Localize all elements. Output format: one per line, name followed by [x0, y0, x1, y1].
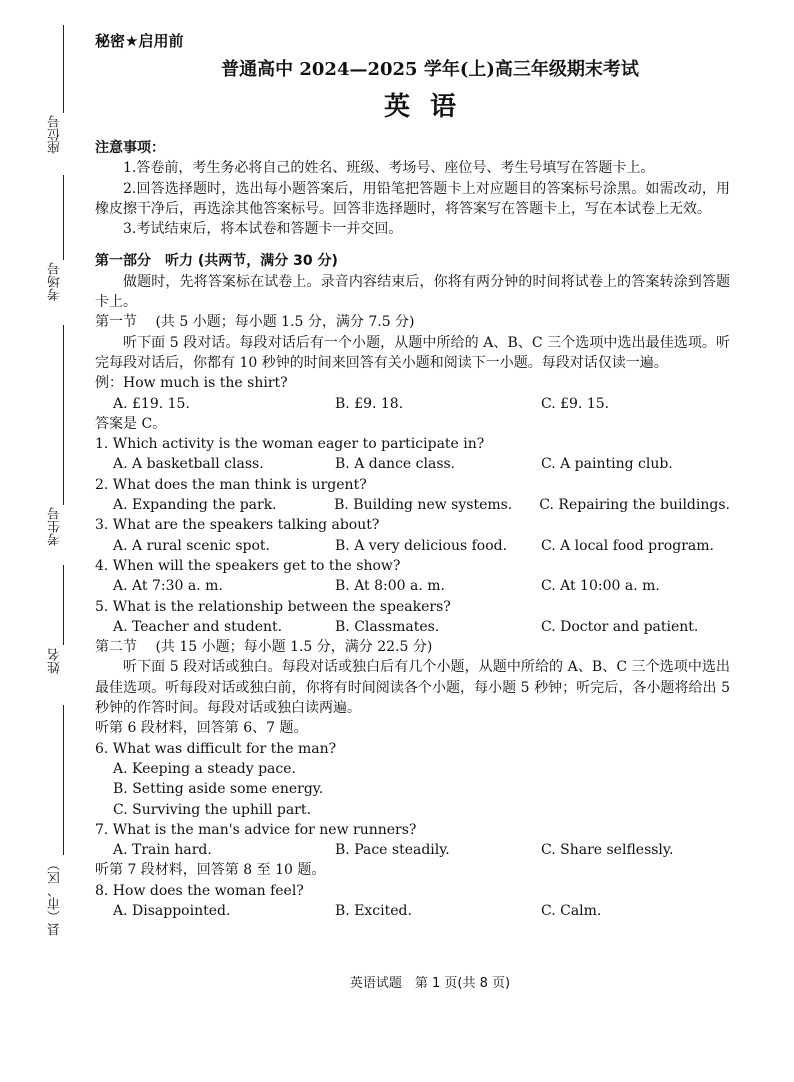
option-a: A. Keeping a steady pace.: [113, 760, 296, 777]
room-label: 考场号: [48, 262, 63, 301]
student-id-line: [63, 325, 64, 505]
question-3: 3. What are the speakers talking about?: [95, 517, 380, 534]
option-c: C. A painting club.: [541, 456, 673, 473]
question-2: 2. What does the man think is urgent?: [95, 476, 367, 493]
notes-item-3: 3.考试结束后，将本试卷和答题卡一并交回。: [123, 221, 403, 238]
option-a: A. Disappointed.: [113, 902, 231, 919]
option-b: B. A very delicious food.: [335, 537, 508, 554]
material-6-instruction: 听第 6 段材料，回答第 6、7 题。: [95, 720, 308, 737]
question-7-options: [95, 840, 730, 860]
notes-heading: 注意事项：: [95, 140, 165, 156]
question-4: 4. When will the speakers get to the show?: [95, 557, 401, 574]
question-7: 7. What is the man's advice for new runners?: [95, 821, 417, 838]
option-b: B. A dance class.: [335, 456, 456, 473]
part1-intro: 做题时，先将答案标在试卷上。录音内容结束后，你将有两分钟的时间将试卷上的答案转涂到答题卡上。: [95, 273, 730, 311]
example-answer: 答案是 C。: [95, 415, 167, 432]
room-line: [63, 175, 64, 260]
county-line: [63, 705, 64, 855]
example-option-c: C. £9. 15.: [541, 395, 610, 412]
option-c: C. Surviving the uphill part.: [113, 801, 311, 818]
option-b: B. Setting aside some energy.: [113, 781, 324, 798]
option-b: B. At 8:00 a. m.: [335, 578, 445, 595]
option-c: C. Repairing the buildings.: [539, 497, 730, 514]
county-label: 县（市、区）: [48, 858, 63, 936]
option-a: A. A rural scenic spot.: [113, 537, 270, 554]
section2-instructions: 听下面 5 段对话或独白。每段对话或独白后有几个小题，从题中所给的 A、B、C 三个选项中选出最佳选项。听每段对话或独白前，你将有时间阅读各个小题，每小题 5 秒钟；听完后，各小题将给出 5 秒钟的作答时间。每段对话或独白读两遍。: [95, 659, 730, 717]
exam-title: 普通高中 2024—2025 学年(上)高三年级期末考试: [221, 59, 639, 80]
section2-heading: 第二节 (共 15 小题；每小题 1.5 分，满分 22.5 分): [95, 639, 433, 656]
exam-content: [95, 138, 730, 921]
option-a: A. A basketball class.: [113, 456, 264, 473]
notes-item-1: 1.答卷前，考生务必将自己的姓名、班级、考场号、座位号、考生号填写在答题卡上。: [123, 160, 655, 177]
option-b: B. Pace steadily.: [335, 842, 450, 859]
option-a: A. Expanding the park.: [113, 497, 277, 514]
page-footer: 英语试题 第 1 页(共 8 页): [349, 976, 511, 991]
question-1-options: [95, 454, 730, 474]
option-c: C. At 10:00 a. m.: [541, 578, 660, 595]
question-8-options: [95, 901, 730, 921]
option-b: B. Classmates.: [335, 618, 440, 635]
section1-heading: 第一节 (共 5 小题；每小题 1.5 分，满分 7.5 分): [95, 314, 415, 331]
question-8: 8. How does the woman feel?: [95, 882, 304, 899]
confidential-mark: 秘密★启用前: [95, 32, 184, 50]
example-question: 例：How much is the shirt?: [95, 375, 288, 392]
part1-heading: 第一部分 听力 (共两节，满分 30 分): [95, 253, 338, 270]
option-b: B. Excited.: [335, 902, 412, 919]
subject-title: 英语: [383, 92, 476, 122]
option-c: C. A local food program.: [541, 537, 714, 554]
material-7-instruction: 听第 7 段材料，回答第 8 至 10 题。: [95, 862, 326, 879]
option-c: C. Doctor and patient.: [541, 618, 699, 635]
option-b: B. Building new systems.: [334, 497, 513, 514]
name-line: [63, 565, 64, 645]
question-5: 5. What is the relationship between the speakers?: [95, 598, 451, 615]
notes-item-2: 2.回答选择题时，选出每小题答案后，用铅笔把答题卡上对应题目的答案标号涂黑。如需改动，用橡皮擦干净后，再选涂其他答案标号。回答非选择题时，将答案写在答题卡上，写在本试卷上无效。: [95, 180, 730, 217]
question-3-options: [95, 536, 730, 556]
seat-line: [63, 25, 64, 113]
option-a: A. Teacher and student.: [113, 618, 283, 635]
option-a: A. Train hard.: [113, 842, 212, 859]
seat-label: 座位号: [48, 115, 63, 154]
binding-sidebar: [0, 0, 80, 1082]
question-2-options: [95, 495, 730, 515]
name-label: 姓名: [48, 648, 63, 674]
example-option-b: B. £9. 18.: [335, 395, 404, 412]
question-6: 6. What was difficult for the man?: [95, 740, 337, 757]
example-option-a: A. £19. 15.: [113, 395, 190, 412]
option-a: A. At 7:30 a. m.: [113, 578, 223, 595]
option-c: C. Calm.: [541, 902, 602, 919]
option-c: C. Share selflessly.: [541, 842, 674, 859]
section1-instructions: 听下面 5 段对话。每段对话后有一个小题，从题中所给的 A、B、C 三个选项中选出最佳选项。听完每段对话后，你都有 10 秒钟的时间来回答有关小题和阅读下一小题。每段对话仅读一遍。: [95, 334, 730, 371]
student-id-label: 考生号: [48, 507, 63, 546]
question-1: 1. Which activity is the woman eager to participate in?: [95, 436, 485, 453]
example-options: [95, 394, 730, 414]
question-5-options: [95, 617, 730, 637]
question-4-options: [95, 576, 730, 596]
